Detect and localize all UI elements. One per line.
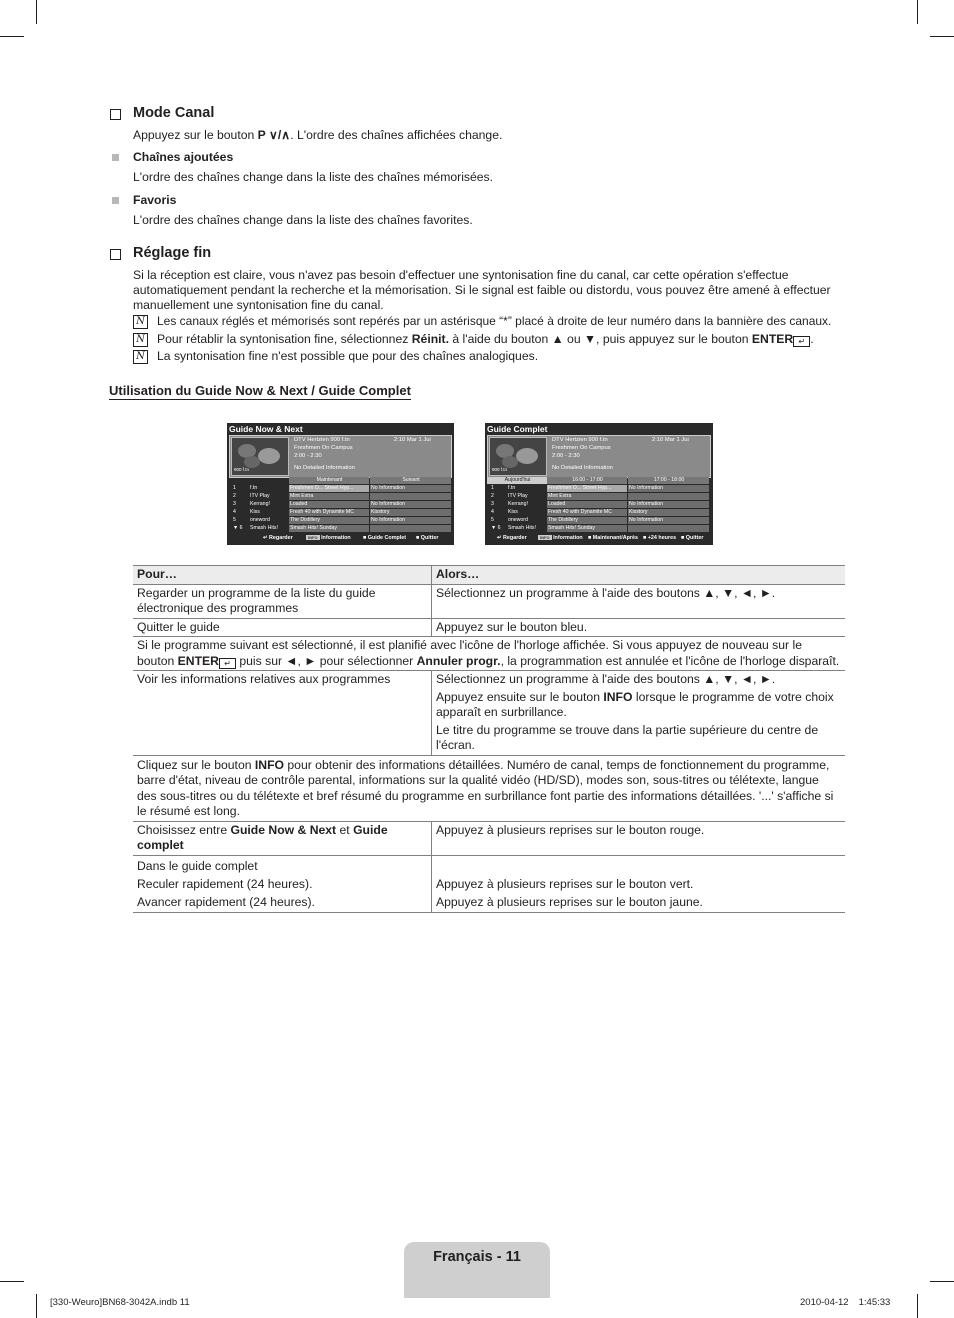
guide-channel-row (487, 501, 709, 508)
guide-channel-row (487, 509, 709, 516)
item-label: Chaînes ajoutées (133, 150, 234, 164)
guide-cell (628, 493, 709, 500)
guide-cell: No Information (370, 501, 451, 508)
enter-icon: ↵ (793, 336, 810, 347)
bullet-icon (112, 197, 119, 204)
guide-cell: 1 (233, 485, 236, 491)
bullet-icon (112, 154, 119, 161)
guide-cell: Freshmen O... Street Hyp... (289, 485, 369, 492)
guide-cell: The Distillery (289, 517, 369, 524)
mode-canal-intro: Appuyez sur le bouton P ∨/∧. L'ordre des chaînes affichées change. (133, 128, 503, 142)
section-title-reglage-fin: Réglage fin (133, 245, 212, 261)
table-header-cell: Pour… (133, 566, 432, 585)
video-thumbnail: 900 f.tn (231, 437, 289, 476)
guide-cell: ITV Play (250, 493, 270, 499)
note-text: Pour rétablir la syntonisation fine, sélectionnez Réinit. à l'aide du bouton ▲ ou ▼, puis appuyez sur le bouton ENTER ↵ . (157, 332, 814, 346)
table-cell: Appuyez sur le bouton bleu. (432, 618, 846, 637)
guide-channel-row (487, 517, 709, 524)
guide-cell: 2 (491, 493, 494, 499)
guide-cell: Kiss (508, 509, 518, 515)
guide-header-row: Aujourd'hui 16:00 - 17:00 17:00 - 18:00 (487, 477, 709, 484)
guide-cell: Kiss (250, 509, 260, 515)
guide-cell: Mint Extra (547, 493, 627, 500)
table-cell: Dans le guide complet Reculer rapidement (24 heures). Avancer rapidement (24 heures). (133, 855, 432, 912)
guide-cell: Mint Extra (289, 493, 369, 500)
crop-mark (917, 0, 918, 24)
guide-cell: Kerrang! (508, 501, 528, 507)
guide-now-next-screenshot: Guide Now & Next 900 f.tn DTV Hertzien 900 f.tn 2:10 Mar 1 Jui Freshmen On Campus 2:00 - 2:30 No Detailed Information Maintenant Suivant ↵ Regarder INFO Information ■ Guide Complet ■ Quitter 1 f.tn Freshmen O... Street Hyp... No Information 2 ITV Play Mint Extra 3 Kerrang! Loaded No Information 4 Kiss Fresh 40 with Dynamite MC Kisstory 5 oneword The Distillery No Information ▼ 6 Smash Hits! Smash Hits! Sunday (227, 423, 454, 545)
guide-complet-screenshot: Guide Complet 900 f.tn DTV Hertzien 900 f.tn 2:10 Mar 1 Jui Freshmen On Campus 2:00 - 2:30 No Detailed Information Aujourd'hui 16:00 - 17:00 17:00 - 18:00 ↵ Regarder INFO Information ■ Maintenant/Après ■ +24 heures ■ Quitter 1 f.tn Freshmen O... Street Hyp... No Information 2 ITV Play Mint Extra 3 Kerrang! Loaded No Information 4 Kiss Fresh 40 with Dynamite MC Kisstory 5 oneword The Distillery No Information ▼ 6 Smash Hits! Smash Hits! Sunday (485, 423, 713, 545)
guide-actions-table (133, 565, 845, 913)
crop-mark (930, 1281, 954, 1282)
note-text: Les canaux réglés et mémorisés sont repérés par un astérisque “*” placé à droite de leur numéro dans la bannière des canaux. (157, 314, 832, 328)
guide-cell: f.tn (508, 485, 516, 491)
guide-title: Guide Now & Next (229, 424, 303, 434)
guide-channel-row (487, 485, 709, 492)
guide-cell: The Distillery (547, 517, 627, 524)
table-cell: Quitter le guide (133, 618, 432, 637)
guide-cell: Smash Hits! (250, 525, 278, 531)
guide-cell: Smash Hits! (508, 525, 536, 531)
guide-cell: 1 (491, 485, 494, 491)
guide-cell: 3 (233, 501, 236, 507)
guide-cell: f.tn (250, 485, 258, 491)
crop-mark (36, 0, 37, 24)
crop-mark (0, 1281, 24, 1282)
table-row (133, 671, 845, 756)
guide-cell: Loaded (289, 501, 369, 508)
section-checkbox-icon (110, 109, 121, 120)
guide-cell: No Information (370, 517, 451, 524)
guide-channel-row (487, 493, 709, 500)
guide-cell: ▼ 6 (233, 525, 243, 531)
guide-cell: Freshmen O... Street Hyp... (547, 485, 627, 492)
table-cell: Sélectionnez un programme à l'aide des boutons ▲, ▼, ◄, ►. Appuyez ensuite sur le bouton INFO lorsque le programme de votre choix apparaît en surbrillance. Le titre du programme se trouve dans la partie supérieure du centre de l'écran. (432, 671, 846, 756)
table-cell: Appuyez à plusieurs reprises sur le bouton vert. Appuyez à plusieurs reprises sur le bouton jaune. (432, 855, 846, 912)
guide-cell: oneword (508, 517, 528, 523)
crop-mark (0, 36, 24, 37)
guide-channel-row (229, 525, 450, 532)
file-info: [330-Weuro]BN68-3042A.indb 11 (50, 1297, 190, 1308)
guide-channel-row (229, 485, 450, 492)
guide-cell: oneword (250, 517, 270, 523)
table-cell: Si le programme suivant est sélectionné, il est planifié avec l'icône de l'horloge affichée. Si vous appuyez de nouveau sur le bouton ENTER ↵ puis sur ◄, ► pour sélectionner Annuler progr., la programmation est annulée et l'icône de l'horloge disparaît. (133, 637, 845, 671)
note-icon: N (133, 350, 148, 364)
guide-cell (628, 525, 709, 532)
guide-cell: No Information (628, 485, 709, 492)
note-icon: N (133, 333, 148, 347)
guide-cell: 3 (491, 501, 494, 507)
guide-cell: 5 (491, 517, 494, 523)
guide-cell: No Information (628, 517, 709, 524)
guide-channel-row (229, 509, 450, 516)
print-date: 2010-04-12 1:45:33 (800, 1297, 891, 1308)
guide-channel-row (487, 525, 709, 532)
guide-cell: No Information (628, 501, 709, 508)
table-row (133, 584, 845, 618)
item-label: Favoris (133, 193, 177, 207)
guide-title: Guide Complet (487, 424, 548, 434)
table-cell: Appuyez à plusieurs reprises sur le bouton rouge. (432, 821, 846, 855)
guide-header-row: Maintenant Suivant (229, 477, 450, 484)
item-text: L'ordre des chaînes change dans la liste des chaînes favorites. (133, 213, 473, 227)
guide-cell: Loaded (547, 501, 627, 508)
table-cell: Sélectionnez un programme à l'aide des boutons ▲, ▼, ◄, ►. (436, 585, 776, 600)
table-row (133, 821, 845, 855)
note-icon: N (133, 315, 148, 329)
guide-cell: 4 (233, 509, 236, 515)
paragraph-line: Si la réception est claire, vous n'avez pas besoin d'effectuer une syntonisation fine du canal, car cette opération s'effectue (133, 268, 789, 282)
crop-mark (930, 36, 954, 37)
page-number: Français - 11 (433, 1249, 521, 1265)
table-row (133, 855, 845, 912)
enter-icon: ↵ (219, 658, 236, 669)
guide-cell: Fresh 40 with Dynamite MC (547, 509, 627, 516)
crop-mark (917, 1294, 918, 1318)
video-thumbnail: 900 f.tn (489, 437, 547, 476)
guide-cell: ITV Play (508, 493, 528, 499)
guide-section-heading: Utilisation du Guide Now & Next / Guide Complet (109, 383, 411, 398)
table-row (133, 618, 845, 637)
guide-cell: Fresh 40 with Dynamite MC (289, 509, 369, 516)
crop-mark (36, 1294, 37, 1318)
paragraph-line: automatiquement pendant la recherche et la mémorisation. Si le signal est faible ou distordu, vous pouvez être amené à effectuer (133, 283, 831, 297)
guide-cell: 5 (233, 517, 236, 523)
table-row (133, 755, 845, 821)
table-header-cell: Alors… (432, 566, 846, 585)
guide-channel-row (229, 517, 450, 524)
item-text: L'ordre des chaînes change dans la liste des chaînes mémorisées. (133, 170, 494, 184)
table-row (133, 637, 845, 671)
guide-cell: 4 (491, 509, 494, 515)
guide-cell: No Information (370, 485, 451, 492)
guide-cell: Kerrang! (250, 501, 270, 507)
paragraph-line: manuellement une syntonisation fine du canal. (133, 298, 384, 312)
guide-cell: Smash Hits! Sunday (289, 525, 369, 532)
guide-channel-row (229, 501, 450, 508)
guide-cell: Kisstory (370, 509, 451, 516)
guide-cell: Smash Hits! Sunday (547, 525, 627, 532)
guide-cell: ▼ 6 (491, 525, 501, 531)
section-title-mode-canal: Mode Canal (133, 105, 215, 121)
guide-cell: Kisstory (628, 509, 709, 516)
guide-cell (370, 493, 451, 500)
table-cell: Choisissez entre Guide Now & Next et Guide complet (133, 821, 432, 855)
note-text: La syntonisation fine n'est possible que pour des chaînes analogiques. (157, 349, 539, 363)
table-cell: Voir les informations relatives aux programmes (133, 671, 432, 756)
table-cell: Regarder un programme de la liste du guide électronique des programmes (133, 584, 432, 618)
table-cell: Cliquez sur le bouton INFO pour obtenir des informations détaillées. Numéro de canal, temps de fonctionnement du programme, barre d'état, niveau de contrôle parental, informations sur la qualité vidéo (HD/SD), modes son, sous-titres ou télétexte, langue des sous-titres ou du télétexte et bref résumé du programme en surbrillance font partie des informations détaillées. '...' s'affiche si le résumé est long. (133, 755, 845, 821)
table-header (133, 566, 845, 585)
guide-channel-row (229, 493, 450, 500)
section-checkbox-icon (110, 249, 121, 260)
guide-cell: 2 (233, 493, 236, 499)
guide-cell (370, 525, 451, 532)
